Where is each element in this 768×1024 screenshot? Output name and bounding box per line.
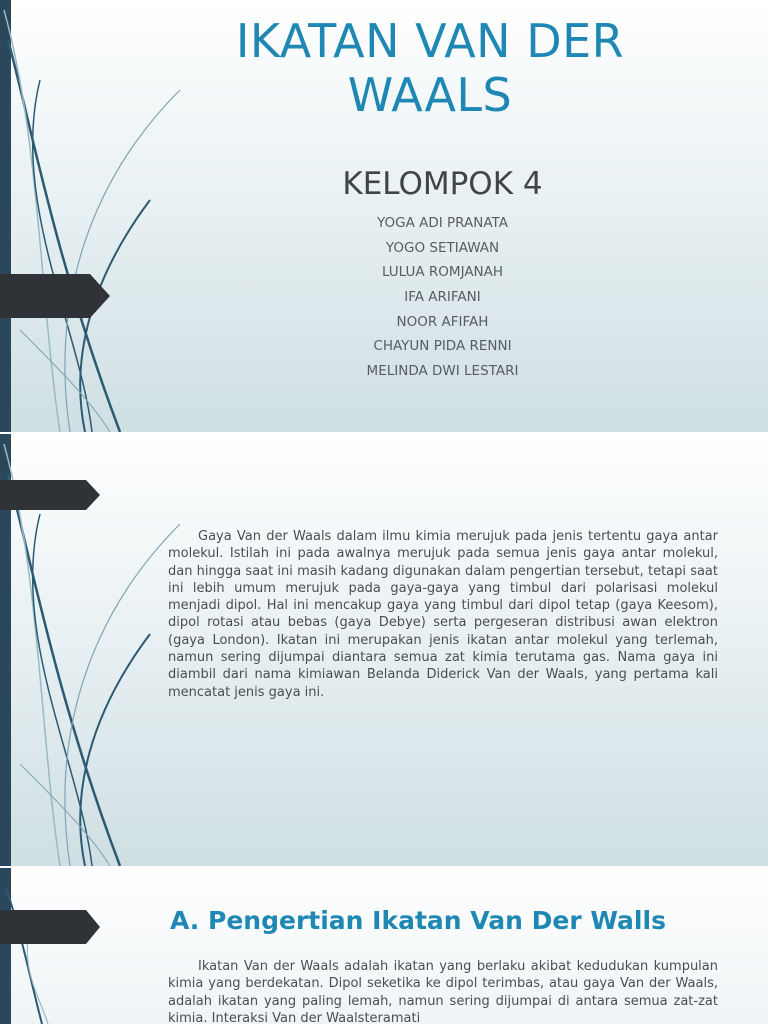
- member-name: YOGO SETIAWAN: [385, 239, 500, 256]
- body-paragraph: Gaya Van der Waals dalam ilmu kimia merujuk pada jenis tertentu gaya antar molekul. Istilah ini pada awalnya merujuk pada semua jenis gaya antar molekul, dan hingga saat ini masih kadang digunakan dalam pengertian tersebut, tetapi saat ini lebih umum merujuk pada gaya-gaya yang timbul dari polarisasi molekul menjadi dipol. Hal ini mencakup gaya yang timbul dari dipol tetap (gaya Keesom), dipol rotasi atau bebas (gaya Debye) serta pergeseran distribusi awan elektron (gaya London). Ikatan ini merupakan jenis ikatan antar molekul yang terlemah, namun sering dijumpai diantara semua zat kimia terutama gas. Nama gaya ini diambil dari nama kimiawan Belanda Diderick Van der Waals, yang pertama kali mencatat jenis gaya ini.: [168, 529, 718, 700]
- slide-section-a: [0, 868, 768, 1024]
- section-heading: A. Pengertian Ikatan Van Der Walls: [170, 906, 666, 935]
- member-name: LULUA ROMJANAH: [381, 264, 504, 281]
- member-name: IFA ARIFANI: [404, 289, 481, 306]
- decorative-swoosh: [0, 0, 200, 432]
- body-paragraph: Ikatan Van der Waals adalah ikatan yang berlaku akibat kedudukan kumpulan kimia yang berdekatan. Dipol seketika ke dipol terimbas, atau gaya Van der Waals, adalah ikatan yang paling lemah, namun sering dijumpai di antara semua zat-zat kimia. Interaksi Van der Waalsteramati: [168, 959, 718, 1024]
- presentation-title: IKATAN VAN DER WAALS: [235, 14, 625, 122]
- group-name: KELOMPOK 4: [342, 166, 543, 202]
- arrow-tab: [0, 910, 100, 944]
- arrow-tab: [0, 274, 110, 318]
- member-name: NOOR AFIFAH: [396, 313, 489, 330]
- slide-title: [0, 0, 768, 432]
- member-name: MELINDA DWI LESTARI: [366, 363, 519, 380]
- arrow-tab: [0, 480, 100, 510]
- slide-definition: [0, 434, 768, 866]
- member-name: CHAYUN PIDA RENNI: [373, 338, 512, 355]
- member-name: YOGA ADI PRANATA: [377, 215, 508, 231]
- member-list: [240, 212, 645, 385]
